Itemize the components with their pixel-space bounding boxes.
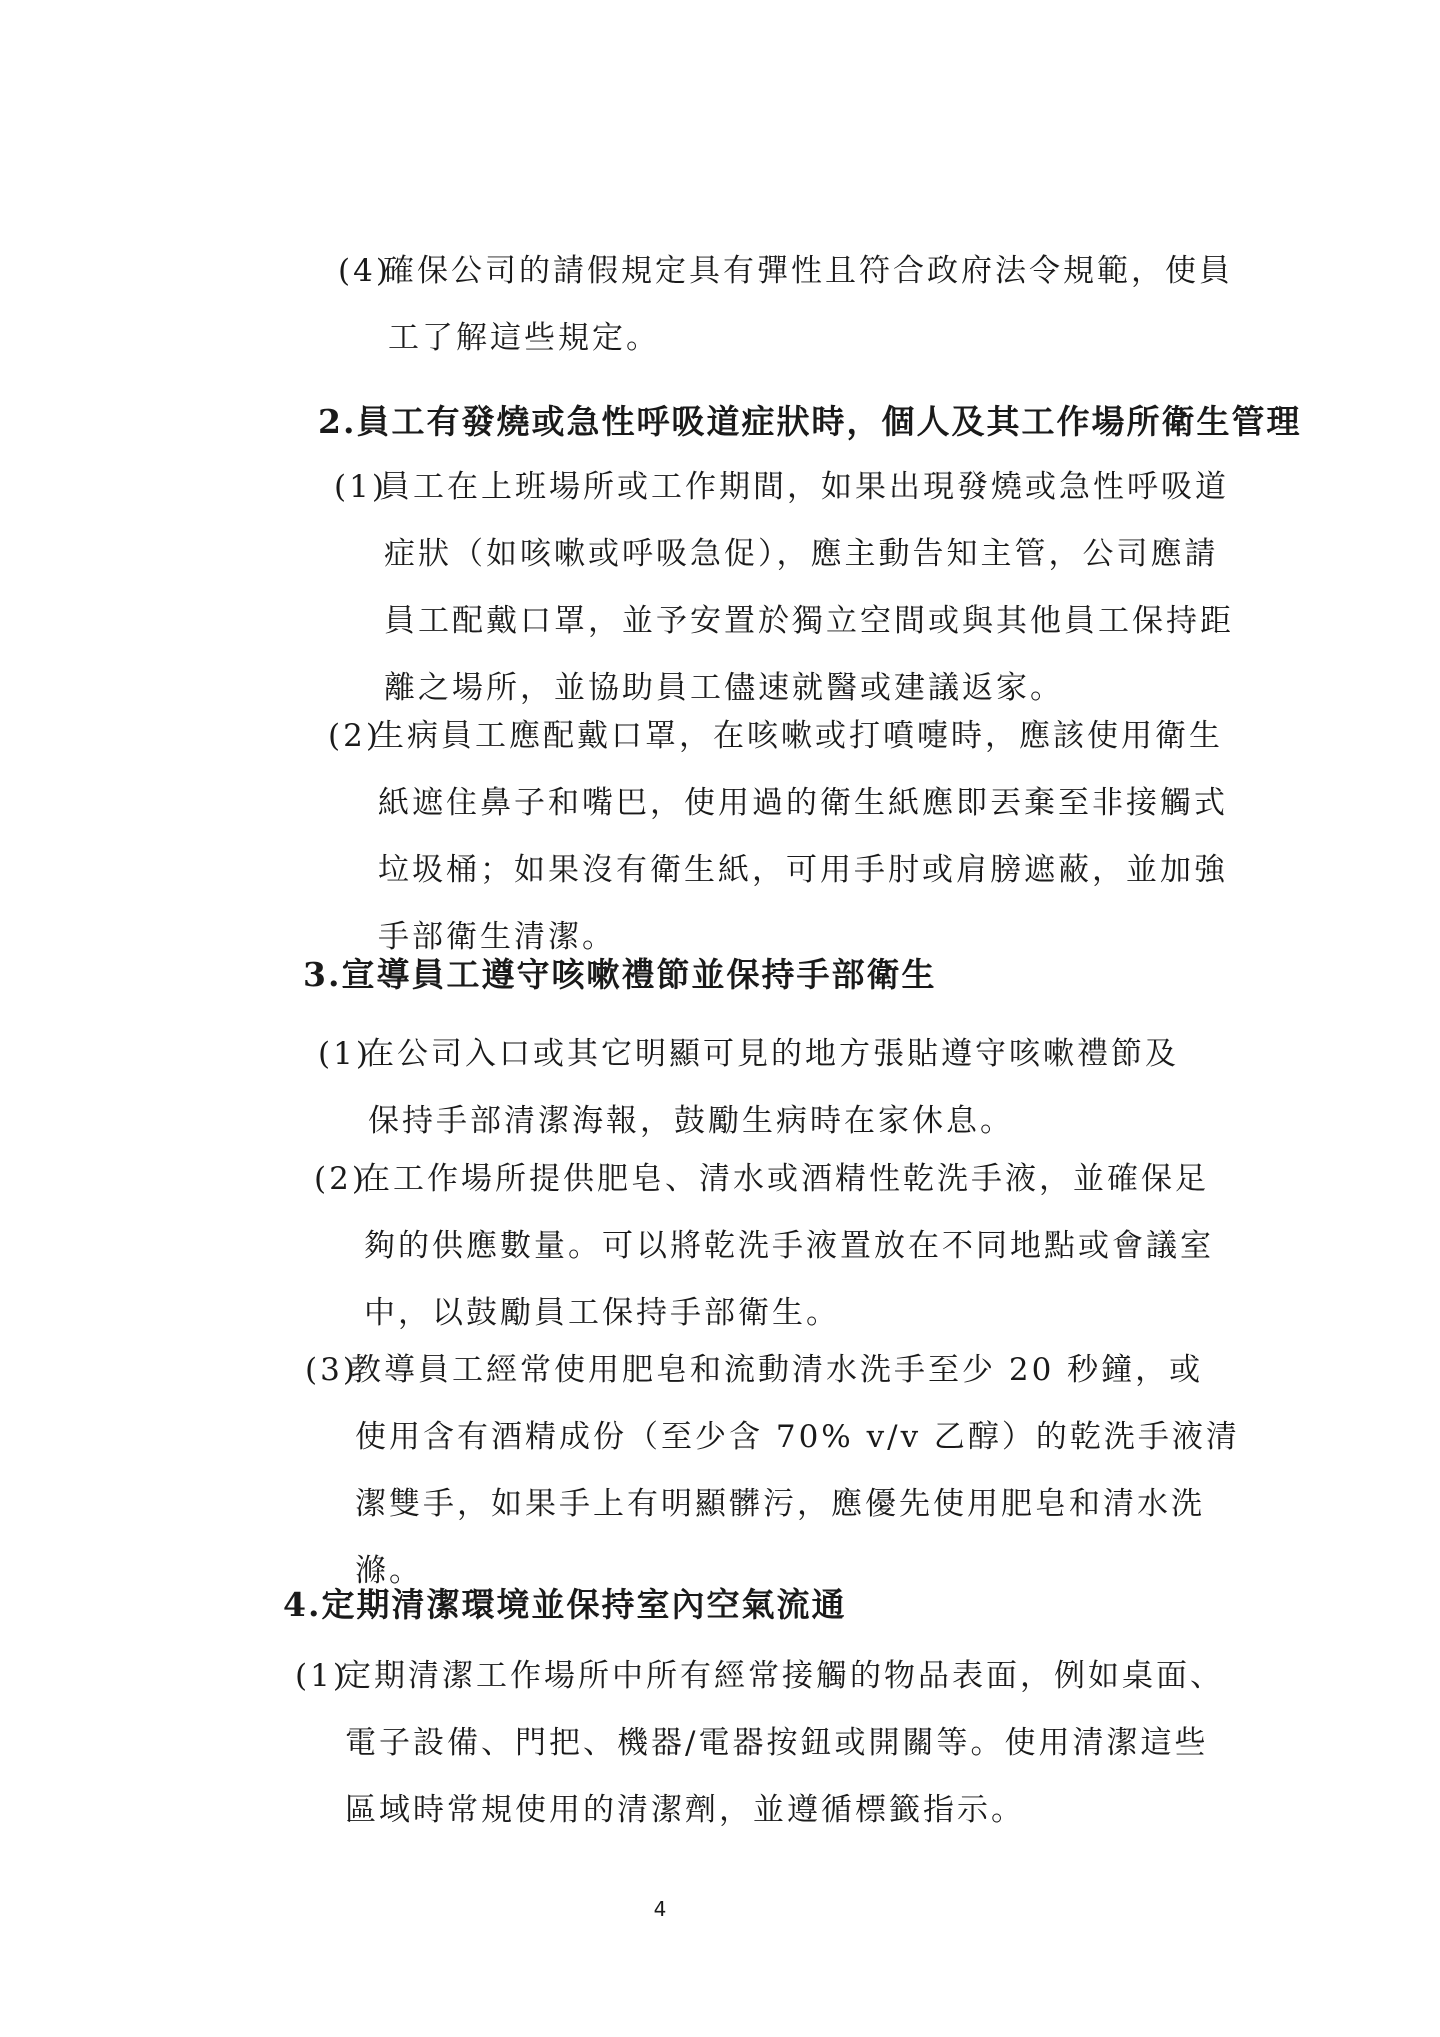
- paragraph-line: 夠的供應數量。可以將乾洗手液置放在不同地點或會議室: [364, 1228, 1214, 1264]
- paragraph-line: 中，以鼓勵員工保持手部衛生。: [364, 1295, 840, 1331]
- page-number: 4: [653, 1897, 667, 1921]
- paragraph-line: (1)在公司入口或其它明顯可見的地方張貼遵守咳嗽禮節及: [318, 1021, 1179, 1088]
- list-item-1-4: [338, 238, 1233, 372]
- paragraph-line: 電子設備、門把、機器/電器按鈕或開關等。使用清潔這些: [345, 1725, 1209, 1761]
- paragraph-line: 區域時常規使用的清潔劑，並遵循標籤指示。: [345, 1792, 1025, 1828]
- paragraph-line: 潔雙手，如果手上有明顯髒污，應優先使用肥皂和清水洗: [355, 1486, 1205, 1522]
- section-heading-4: 4.定期清潔環境並保持室內空氣流通: [283, 1585, 847, 1624]
- item-number: (2): [314, 1161, 367, 1197]
- paragraph-line: (4)確保公司的請假規定具有彈性且符合政府法令規範，使員: [338, 238, 1233, 305]
- paragraph-line: (2)生病員工應配戴口罩，在咳嗽或打噴嚏時，應該使用衛生: [328, 703, 1228, 770]
- list-item-3-3: [305, 1337, 1240, 1605]
- item-number: (1): [295, 1658, 348, 1694]
- paragraph-line: 紙遮住鼻子和嘴巴，使用過的衛生紙應即丟棄至非接觸式: [378, 785, 1228, 821]
- paragraph-line: 保持手部清潔海報，鼓勵生病時在家休息。: [368, 1103, 1014, 1139]
- paragraph-line: (1)員工在上班場所或工作期間，如果出現發燒或急性呼吸道: [334, 454, 1234, 521]
- list-item-4-1: [295, 1643, 1224, 1844]
- item-number: (2): [328, 718, 381, 754]
- paragraph-line: (3)教導員工經常使用肥皂和流動清水洗手至少 20 秒鐘，或: [305, 1337, 1240, 1404]
- paragraph-line: 垃圾桶；如果沒有衛生紙，可用手肘或肩膀遮蔽，並加強: [378, 852, 1228, 888]
- item-number: (1): [318, 1036, 371, 1072]
- paragraph-line: 員工配戴口罩，並予安置於獨立空間或與其他員工保持距: [384, 603, 1234, 639]
- paragraph-line: 工了解這些規定。: [388, 320, 660, 356]
- list-item-2-2: [328, 703, 1228, 971]
- list-item-3-1: [318, 1021, 1179, 1155]
- item-number: (1): [334, 469, 387, 505]
- paragraph-line: 滌。: [355, 1553, 423, 1589]
- paragraph-line: 手部衛生清潔。: [378, 919, 616, 955]
- item-number: (3): [305, 1352, 358, 1388]
- paragraph-line: (1)定期清潔工作場所中所有經常接觸的物品表面，例如桌面、: [295, 1643, 1224, 1710]
- paragraph-line: 症狀（如咳嗽或呼吸急促），應主動告知主管，公司應請: [384, 536, 1219, 572]
- paragraph-line: 離之場所，並協助員工儘速就醫或建議返家。: [384, 670, 1064, 706]
- paragraph-line: 使用含有酒精成份（至少含 70% v/v 乙醇）的乾洗手液清: [355, 1419, 1240, 1455]
- paragraph-line: (2)在工作場所提供肥皂、清水或酒精性乾洗手液，並確保足: [314, 1146, 1214, 1213]
- list-item-2-1: [334, 454, 1234, 722]
- list-item-3-2: [314, 1146, 1214, 1347]
- item-number: (4): [338, 253, 391, 289]
- section-heading-3: 3.宣導員工遵守咳嗽禮節並保持手部衛生: [303, 955, 937, 994]
- section-heading-2: 2.員工有發燒或急性呼吸道症狀時，個人及其工作場所衛生管理: [318, 402, 1302, 441]
